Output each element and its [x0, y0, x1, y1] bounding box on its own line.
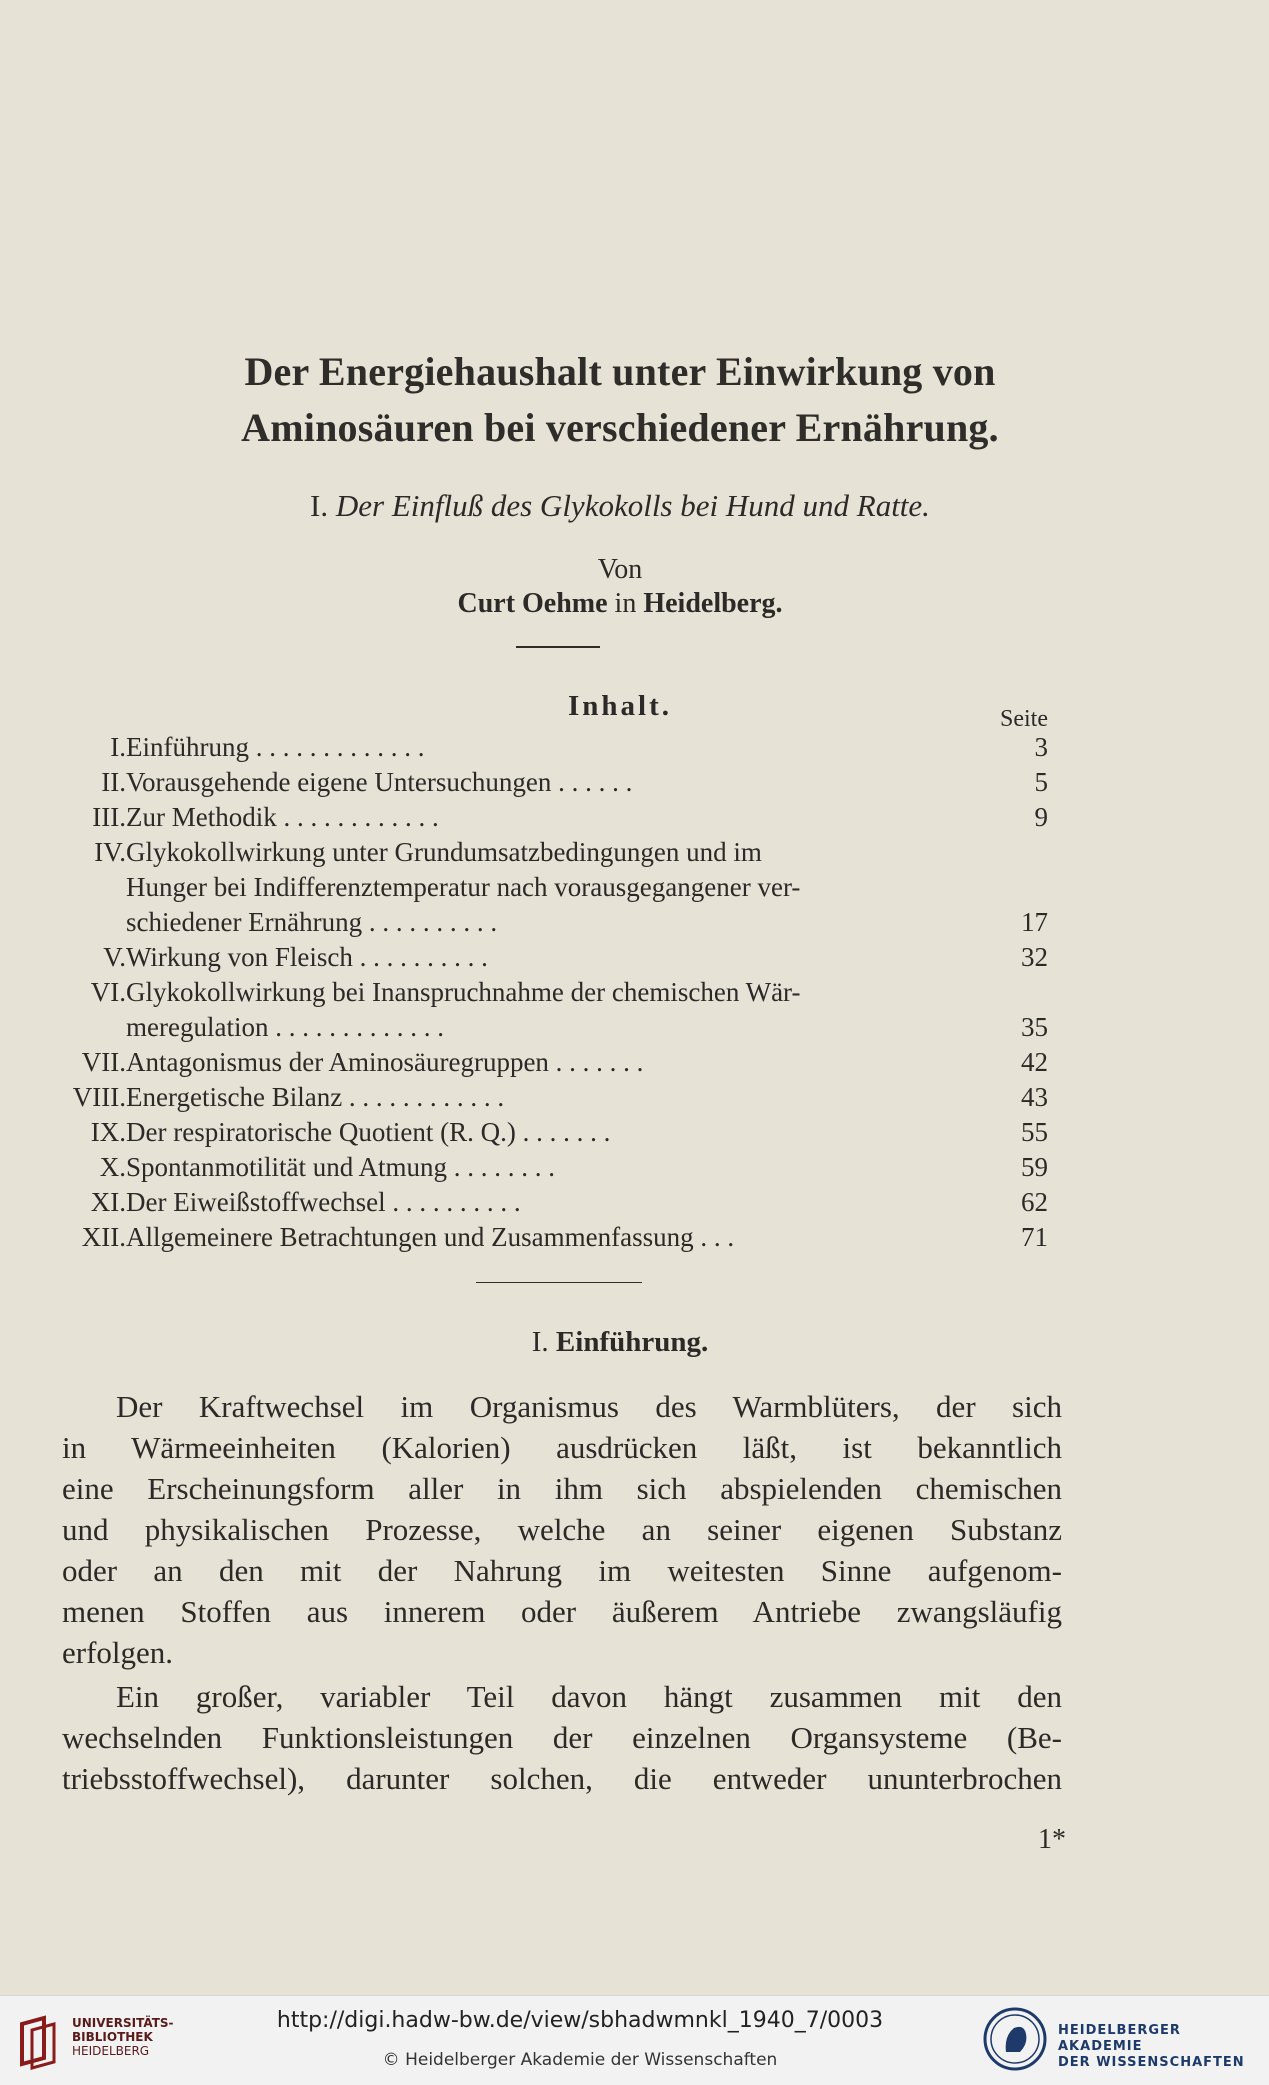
toc-entry-title: Hunger bei Indifferenztemperatur nach vorausgegangener ver-	[126, 872, 801, 902]
toc-entry-title: Allgemeinere Betrachtungen und Zusammenfassung . . .	[126, 1222, 735, 1252]
toc-entry-number: VI.	[90, 977, 126, 1007]
title-divider	[516, 646, 600, 648]
toc-entry-page: 9	[1034, 802, 1048, 832]
body-line: wechselnden Funktionsleistungen der einzelnen Organsysteme (Be-	[62, 1720, 1062, 1755]
body-line: oder an den mit der Nahrung im weitesten Sinne aufgenom-	[62, 1553, 1062, 1588]
subtitle-text: Der Einfluß des Glykokolls bei Hund und Ratte.	[335, 488, 930, 523]
toc-entry-page: 62	[1021, 1187, 1048, 1217]
toc-entry-title: Der respiratorische Quotient (R. Q.) . . . . . . .	[126, 1117, 611, 1147]
toc-entry-page: 59	[1021, 1152, 1048, 1182]
logo-line-1: UNIVERSITÄTS-	[72, 2016, 174, 2030]
university-library-text	[72, 2016, 174, 2058]
author-line	[60, 588, 1180, 620]
toc-entry-number: VII.	[81, 1047, 126, 1077]
section-title: Einführung.	[555, 1326, 709, 1358]
section-number: I.	[531, 1326, 549, 1358]
author-name: Curt Oehme	[457, 588, 608, 619]
toc-entry-number: XI.	[90, 1187, 126, 1217]
academy-line-1: HEIDELBERGER AKADEMIE	[1058, 2023, 1181, 2054]
toc-entry-number: VIII.	[72, 1082, 126, 1112]
toc-entry-number: XII.	[81, 1222, 126, 1252]
academy-seal-icon	[982, 2006, 1048, 2072]
viewer-footer	[0, 1995, 1269, 2085]
body-line: triebsstoffwechsel), darunter solchen, die entweder ununterbrochen	[62, 1761, 1062, 1796]
toc-entry-number: I.	[110, 732, 126, 762]
toc-entry-number: III.	[92, 802, 126, 832]
toc-entry-title: Der Eiweißstoffwechsel . . . . . . . . . .	[126, 1187, 521, 1217]
toc-entry-title: Zur Methodik . . . . . . . . . . . .	[126, 802, 439, 832]
toc-entry-page: 17	[1021, 907, 1048, 937]
toc-entry-page: 5	[1034, 767, 1048, 797]
toc-entry-title: Glykokollwirkung unter Grundumsatzbedingungen und im	[126, 837, 762, 867]
toc-entry-title: meregulation . . . . . . . . . . . . .	[126, 1012, 444, 1042]
toc-entry-number: II.	[101, 767, 126, 797]
von-label: Von	[597, 554, 643, 585]
body-line: Der Kraftwechsel im Organismus des Warmblüters, der sich	[116, 1389, 1062, 1424]
toc-entry-page: 43	[1021, 1082, 1048, 1112]
toc-entry-title: Spontanmotilität und Atmung . . . . . . . .	[126, 1152, 556, 1182]
section-heading	[60, 1326, 1180, 1359]
toc-entry-title: Antagonismus der Aminosäuregruppen . . . . . . .	[126, 1047, 644, 1077]
contents-heading: Inhalt.	[567, 690, 672, 722]
title-line-1: Der Energiehaushalt unter Einwirkung von	[244, 349, 996, 394]
body-line: und physikalischen Prozesse, welche an seiner eigenen Substanz	[62, 1512, 1062, 1547]
toc-entry-page: 3	[1034, 732, 1048, 762]
toc-entry-number: IX.	[90, 1117, 126, 1147]
copyright-notice: © Heidelberger Akademie der Wissenschaften	[382, 2050, 778, 2070]
academy-text	[1058, 2023, 1269, 2071]
page-column-heading: Seite	[1000, 706, 1048, 732]
toc-entry-title: Einführung . . . . . . . . . . . . .	[126, 732, 425, 762]
permalink-url[interactable]: http://digi.hadw-bw.de/view/sbhadwmnkl_1940_7/0003	[276, 2008, 884, 2033]
toc-entry-title: Wirkung von Fleisch . . . . . . . . . .	[126, 942, 488, 972]
logo-line-2: BIBLIOTHEK	[72, 2030, 153, 2044]
subtitle-number: I.	[310, 488, 329, 523]
body-line: eine Erscheinungsform aller in ihm sich abspielenden chemischen	[62, 1471, 1062, 1506]
author-place: Heidelberg.	[643, 588, 783, 619]
title-line-2: Aminosäuren bei verschiedener Ernährung.	[241, 405, 999, 450]
toc-entry-page: 42	[1021, 1047, 1048, 1077]
toc-entry-number: V.	[103, 942, 126, 972]
body-line: in Wärmeeinheiten (Kalorien) ausdrücken läßt, ist bekanntlich	[62, 1430, 1062, 1465]
toc-entry-title: Glykokollwirkung bei Inanspruchnahme der chemischen Wär-	[126, 977, 801, 1007]
toc-entry-title: Vorausgehende eigene Untersuchungen . . . . . .	[126, 767, 633, 797]
toc-entry-page: 71	[1021, 1222, 1048, 1252]
academy-line-2: DER WISSENSCHAFTEN	[1058, 2055, 1245, 2070]
logo-line-3: HEIDELBERG	[72, 2044, 150, 2058]
toc-entry-title: schiedener Ernährung . . . . . . . . . .	[126, 907, 498, 937]
body-line: Ein großer, variabler Teil davon hängt zusammen mit den	[116, 1679, 1062, 1714]
toc-entry-page: 32	[1021, 942, 1048, 972]
toc-entry-page: 35	[1021, 1012, 1048, 1042]
toc-entry-page: 55	[1021, 1117, 1048, 1147]
author-in: in	[614, 588, 637, 619]
toc-entry-title: Energetische Bilanz . . . . . . . . . . . .	[126, 1082, 505, 1112]
body-line: menen Stoffen aus innerem oder äußerem Antriebe zwangsläufig	[62, 1594, 1062, 1629]
body-line: erfolgen.	[62, 1635, 174, 1670]
section-divider	[476, 1282, 642, 1283]
page-number: 1*	[1038, 1824, 1066, 1855]
subtitle	[60, 488, 1180, 524]
university-library-logo-icon	[14, 2014, 66, 2070]
toc-entry-number: X.	[99, 1152, 126, 1182]
toc-entry-number: IV.	[94, 837, 126, 867]
